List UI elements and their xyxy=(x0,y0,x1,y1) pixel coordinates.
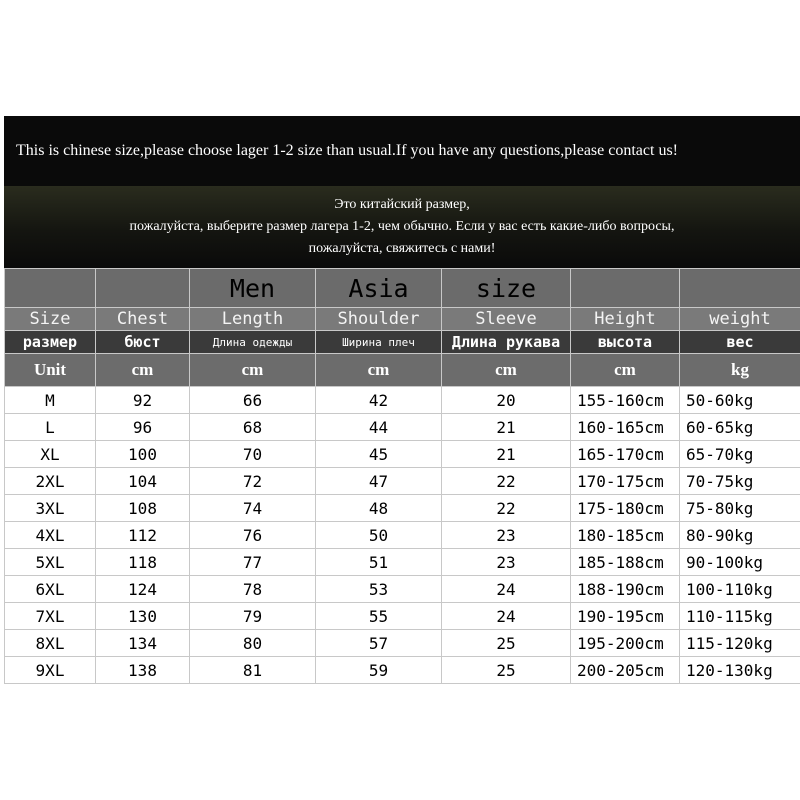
table-cell: 190-195cm xyxy=(571,603,680,630)
unit-cell: cm xyxy=(571,354,680,387)
table-cell: 70-75kg xyxy=(680,468,800,495)
table-cell: 47 xyxy=(316,468,442,495)
notice-english: This is chinese size,please choose lager 1-2 size than usual.If you have any questions,please contact us! xyxy=(4,116,800,186)
table-cell: XL xyxy=(5,441,96,468)
column-header: Chest xyxy=(96,308,190,331)
column-header-ru: Длина рукава xyxy=(442,331,571,354)
table-cell: 25 xyxy=(442,630,571,657)
column-header: Sleeve xyxy=(442,308,571,331)
table-cell: 20 xyxy=(442,387,571,414)
table-cell: 138 xyxy=(96,657,190,684)
table-cell: 25 xyxy=(442,657,571,684)
size-chart xyxy=(4,116,800,684)
table-cell: 120-130kg xyxy=(680,657,800,684)
table-cell: 96 xyxy=(96,414,190,441)
table-cell: 9XL xyxy=(5,657,96,684)
table-cell xyxy=(680,269,800,308)
table-row xyxy=(5,630,800,657)
table-cell: 90-100kg xyxy=(680,549,800,576)
notice-russian xyxy=(4,186,800,268)
unit-cell: cm xyxy=(190,354,316,387)
table-cell: 78 xyxy=(190,576,316,603)
size-rows xyxy=(5,387,800,684)
column-header-ru: Длина одежды xyxy=(190,331,316,354)
unit-cell: cm xyxy=(316,354,442,387)
table-cell: 23 xyxy=(442,522,571,549)
table-cell: 134 xyxy=(96,630,190,657)
table-row xyxy=(5,441,800,468)
table-cell: 22 xyxy=(442,468,571,495)
table-cell: M xyxy=(5,387,96,414)
table-cell: 8XL xyxy=(5,630,96,657)
table-row xyxy=(5,522,800,549)
table-cell: 55 xyxy=(316,603,442,630)
table-cell: 92 xyxy=(96,387,190,414)
table-cell: 74 xyxy=(190,495,316,522)
column-header-ru: вес xyxy=(680,331,800,354)
table-row xyxy=(5,576,800,603)
table-row xyxy=(5,603,800,630)
column-header: Height xyxy=(571,308,680,331)
table-cell: 24 xyxy=(442,576,571,603)
table-cell: 21 xyxy=(442,441,571,468)
table-cell: 2XL xyxy=(5,468,96,495)
table-cell: 112 xyxy=(96,522,190,549)
table-cell: 53 xyxy=(316,576,442,603)
table-cell: 21 xyxy=(442,414,571,441)
table-cell: 100 xyxy=(96,441,190,468)
table-cell: 180-185cm xyxy=(571,522,680,549)
notice-russian-line: пожалуйста, выберите размер лагера 1-2, чем обычно. Если у вас есть какие-либо вопросы, xyxy=(129,219,675,234)
table-cell: 48 xyxy=(316,495,442,522)
unit-cell: Unit xyxy=(5,354,96,387)
table-row xyxy=(5,387,800,414)
column-header: weight xyxy=(680,308,800,331)
table-cell: 170-175cm xyxy=(571,468,680,495)
column-header-ru: размер xyxy=(5,331,96,354)
table-cell: 195-200cm xyxy=(571,630,680,657)
title-word: size xyxy=(442,269,571,308)
column-header-ru: Ширина плеч xyxy=(316,331,442,354)
notice-russian-line: пожалуйста, свяжитесь с нами! xyxy=(308,241,496,256)
table-cell: 6XL xyxy=(5,576,96,603)
table-cell: 110-115kg xyxy=(680,603,800,630)
table-row xyxy=(5,414,800,441)
table-cell: 165-170cm xyxy=(571,441,680,468)
title-word: Men xyxy=(190,269,316,308)
table-cell: 44 xyxy=(316,414,442,441)
column-header: Length xyxy=(190,308,316,331)
table-cell xyxy=(571,269,680,308)
header-row-english xyxy=(5,308,800,331)
table-cell: 66 xyxy=(190,387,316,414)
table-cell: 59 xyxy=(316,657,442,684)
table-cell: 3XL xyxy=(5,495,96,522)
table-cell: 80-90kg xyxy=(680,522,800,549)
table-cell: 76 xyxy=(190,522,316,549)
table-cell xyxy=(96,269,190,308)
unit-cell: cm xyxy=(96,354,190,387)
table-cell: 50 xyxy=(316,522,442,549)
header-row-russian xyxy=(5,331,800,354)
table-cell: 100-110kg xyxy=(680,576,800,603)
table-cell: 45 xyxy=(316,441,442,468)
table-cell: 51 xyxy=(316,549,442,576)
table-cell: 65-70kg xyxy=(680,441,800,468)
table-cell: 108 xyxy=(96,495,190,522)
table-row xyxy=(5,657,800,684)
table-row xyxy=(5,549,800,576)
title-word: Asia xyxy=(316,269,442,308)
table-cell: 57 xyxy=(316,630,442,657)
table-cell: 185-188cm xyxy=(571,549,680,576)
table-title-row xyxy=(5,269,800,308)
table-cell: 124 xyxy=(96,576,190,603)
table-cell: 160-165cm xyxy=(571,414,680,441)
size-table xyxy=(4,268,800,684)
column-header-ru: бюст xyxy=(96,331,190,354)
table-cell: 23 xyxy=(442,549,571,576)
unit-cell: cm xyxy=(442,354,571,387)
table-cell: 115-120kg xyxy=(680,630,800,657)
table-cell: 7XL xyxy=(5,603,96,630)
table-cell: 50-60kg xyxy=(680,387,800,414)
unit-row xyxy=(5,354,800,387)
table-cell: 70 xyxy=(190,441,316,468)
table-row xyxy=(5,495,800,522)
column-header-ru: высота xyxy=(571,331,680,354)
table-cell: 42 xyxy=(316,387,442,414)
unit-cell: kg xyxy=(680,354,800,387)
table-cell: 155-160cm xyxy=(571,387,680,414)
table-cell: 79 xyxy=(190,603,316,630)
table-cell: 60-65kg xyxy=(680,414,800,441)
table-cell: 75-80kg xyxy=(680,495,800,522)
table-cell: 24 xyxy=(442,603,571,630)
table-cell: 5XL xyxy=(5,549,96,576)
table-cell: 188-190cm xyxy=(571,576,680,603)
table-cell: 118 xyxy=(96,549,190,576)
table-cell: 175-180cm xyxy=(571,495,680,522)
table-cell: 81 xyxy=(190,657,316,684)
column-header: Shoulder xyxy=(316,308,442,331)
column-header: Size xyxy=(5,308,96,331)
table-cell: 68 xyxy=(190,414,316,441)
table-row xyxy=(5,468,800,495)
table-cell: 80 xyxy=(190,630,316,657)
table-cell: 72 xyxy=(190,468,316,495)
table-cell: 104 xyxy=(96,468,190,495)
table-cell: 77 xyxy=(190,549,316,576)
table-cell: 22 xyxy=(442,495,571,522)
table-cell xyxy=(5,269,96,308)
table-cell: L xyxy=(5,414,96,441)
table-cell: 4XL xyxy=(5,522,96,549)
table-cell: 130 xyxy=(96,603,190,630)
table-cell: 200-205cm xyxy=(571,657,680,684)
notice-russian-line: Это китайский размер, xyxy=(334,197,470,212)
